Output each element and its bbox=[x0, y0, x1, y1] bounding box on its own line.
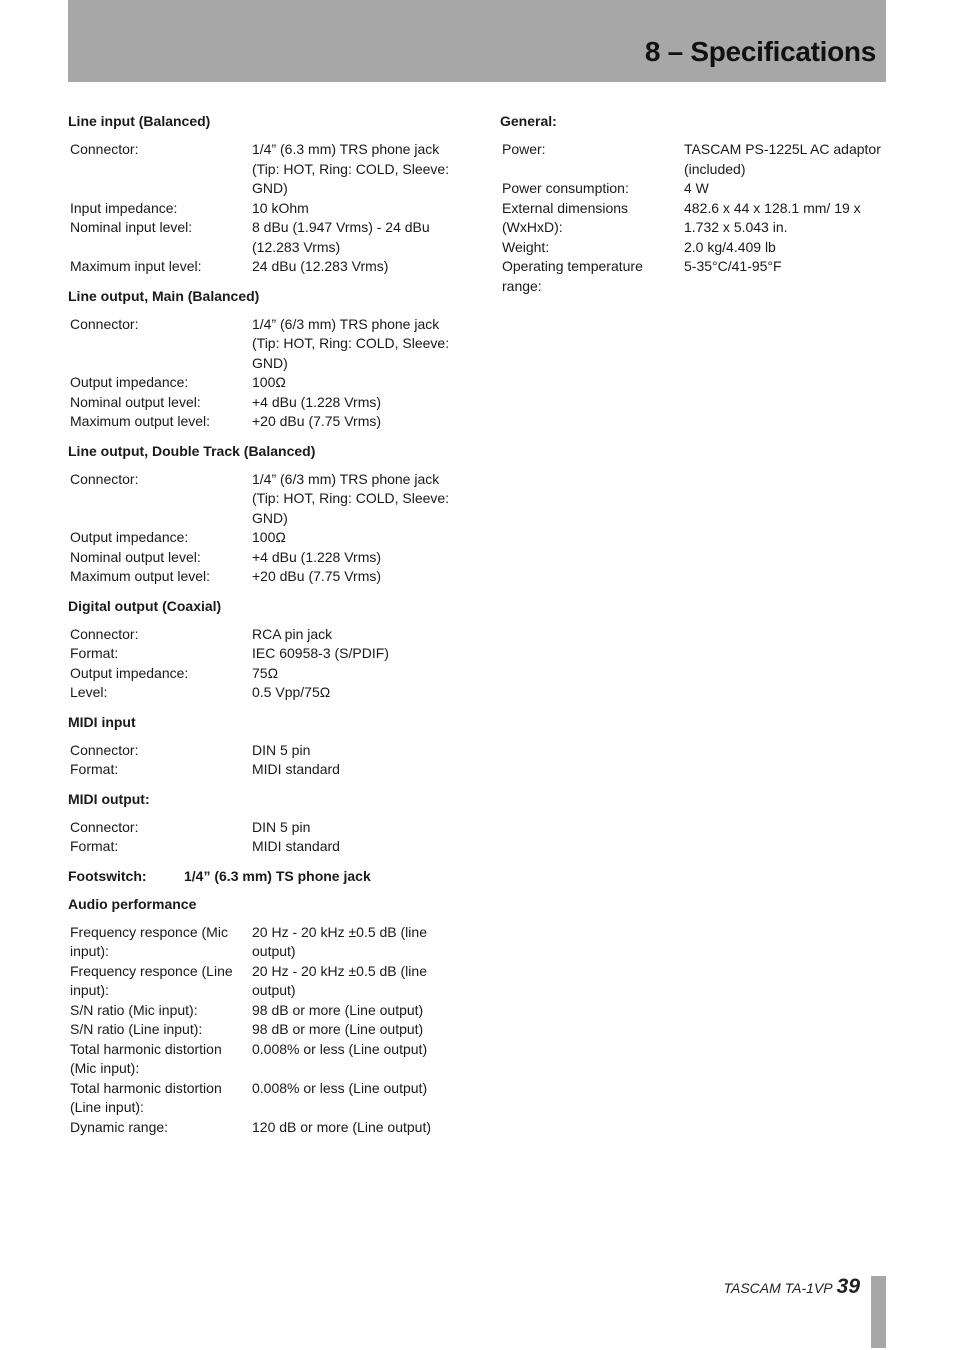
section-title: Digital output (Coaxial) bbox=[68, 597, 222, 614]
right-column bbox=[500, 112, 900, 306]
section-title: MIDI output: bbox=[68, 790, 150, 807]
spec-row bbox=[500, 257, 886, 296]
spec-value: 5-35°C/41-95°F bbox=[684, 258, 782, 274]
spec-table bbox=[68, 140, 454, 277]
spec-value: IEC 60958-3 (S/PDIF) bbox=[252, 645, 389, 661]
spec-label: External dimensions (WxHxD): bbox=[502, 199, 629, 235]
spec-row bbox=[68, 818, 454, 838]
spec-value: 8 dBu (1.947 Vrms) - 24 dBu (12.283 Vrms) bbox=[252, 219, 430, 255]
spec-value: 100Ω bbox=[252, 374, 286, 390]
spec-row bbox=[68, 373, 454, 393]
spec-label: Connector: bbox=[70, 470, 139, 487]
footswitch-row bbox=[68, 867, 468, 885]
spec-label: Connector: bbox=[70, 141, 139, 157]
spec-label: S/N ratio (Line input): bbox=[70, 1021, 203, 1037]
spec-value: RCA pin jack bbox=[252, 625, 333, 642]
spec-row bbox=[68, 741, 454, 761]
spec-row bbox=[68, 664, 454, 684]
spec-label: Operating temperature range: bbox=[502, 258, 643, 294]
spec-table bbox=[68, 923, 454, 1138]
spec-row bbox=[500, 199, 886, 238]
spec-label: Total harmonic distortion (Mic input): bbox=[70, 1040, 222, 1076]
spec-value: 10 kOhm bbox=[252, 199, 309, 216]
spec-label: Maximum output level: bbox=[70, 413, 211, 429]
spec-row bbox=[68, 528, 454, 548]
spec-label: Format: bbox=[70, 838, 119, 854]
page-title: 8 – Specifications bbox=[644, 36, 876, 67]
section-title: Line input (Balanced) bbox=[68, 113, 211, 129]
spec-value: MIDI standard bbox=[252, 838, 340, 854]
spec-value: 20 Hz - 20 kHz ±0.5 dB (line output) bbox=[252, 923, 427, 959]
section-title: Line output, Main (Balanced) bbox=[68, 287, 260, 304]
spec-row bbox=[68, 1118, 454, 1138]
spec-value: +4 dBu (1.228 Vrms) bbox=[252, 548, 382, 565]
spec-value: 24 dBu (12.283 Vrms) bbox=[252, 258, 389, 274]
footer-model: TASCAM TA-1VP bbox=[723, 1280, 833, 1296]
spec-label: Maximum output level: bbox=[70, 568, 211, 584]
spec-label: Maximum input level: bbox=[70, 258, 202, 274]
spec-label: Input impedance: bbox=[70, 199, 178, 216]
section-general bbox=[500, 112, 900, 296]
section-midi-output bbox=[68, 790, 468, 857]
spec-row bbox=[68, 1079, 454, 1118]
spec-value: 98 dB or more (Line output) bbox=[252, 1001, 424, 1018]
spec-label: Power: bbox=[502, 141, 546, 157]
footswitch-label: Footswitch: bbox=[68, 867, 147, 884]
spec-row bbox=[68, 548, 454, 568]
spec-label: Connector: bbox=[70, 315, 139, 332]
spec-table bbox=[500, 140, 886, 296]
section-midi-input bbox=[68, 713, 468, 780]
spec-table bbox=[68, 470, 454, 587]
spec-row bbox=[68, 837, 454, 857]
spec-value: 75Ω bbox=[252, 664, 279, 681]
spec-value: DIN 5 pin bbox=[252, 741, 311, 758]
section-title: Audio performance bbox=[68, 895, 197, 912]
section-title: MIDI input bbox=[68, 713, 136, 730]
left-column bbox=[68, 112, 468, 1147]
spec-label: Connector: bbox=[70, 741, 139, 758]
section-digital-output bbox=[68, 597, 468, 703]
spec-label: Frequency responce (Mic input): bbox=[70, 923, 228, 959]
spec-row bbox=[68, 1020, 454, 1040]
spec-value: 1/4” (6/3 mm) TRS phone jack (Tip: HOT, Ring: COLD, Sleeve: GND) bbox=[252, 315, 450, 371]
spec-value: 0.5 Vpp/75Ω bbox=[252, 684, 331, 700]
spec-row bbox=[68, 412, 454, 432]
footer-tab bbox=[871, 1276, 886, 1348]
spec-label: Connector: bbox=[70, 818, 139, 835]
section-audio-performance bbox=[68, 895, 468, 1138]
spec-row bbox=[68, 218, 454, 257]
spec-label: Connector: bbox=[70, 625, 139, 642]
spec-row bbox=[68, 470, 454, 529]
spec-row bbox=[68, 199, 454, 219]
spec-row bbox=[68, 315, 454, 374]
spec-row bbox=[500, 179, 886, 199]
spec-label: Output impedance: bbox=[70, 374, 189, 390]
spec-label: Dynamic range: bbox=[70, 1118, 169, 1135]
spec-row bbox=[68, 567, 454, 587]
spec-value: 0.008% or less (Line output) bbox=[252, 1040, 428, 1057]
spec-table bbox=[68, 741, 454, 780]
spec-row bbox=[68, 683, 454, 703]
spec-table bbox=[68, 315, 454, 432]
footswitch-value: 1/4” (6.3 mm) TS phone jack bbox=[184, 867, 371, 884]
spec-value: TASCAM PS-1225L AC adaptor (included) bbox=[684, 141, 881, 177]
spec-label: Nominal input level: bbox=[70, 219, 193, 235]
spec-row bbox=[68, 760, 454, 780]
spec-label: Output impedance: bbox=[70, 664, 189, 681]
spec-row bbox=[68, 1001, 454, 1021]
spec-label: Power consumption: bbox=[502, 180, 629, 196]
spec-row bbox=[68, 644, 454, 664]
spec-label: S/N ratio (Mic input): bbox=[70, 1001, 198, 1018]
spec-row bbox=[68, 1040, 454, 1079]
spec-label: Total harmonic distortion (Line input): bbox=[70, 1079, 222, 1115]
spec-value: +20 dBu (7.75 Vrms) bbox=[252, 413, 382, 429]
page-number: 39 bbox=[836, 1275, 860, 1298]
spec-value: +4 dBu (1.228 Vrms) bbox=[252, 393, 382, 410]
spec-label: Nominal output level: bbox=[70, 393, 201, 410]
spec-row bbox=[500, 238, 886, 258]
spec-row bbox=[68, 923, 454, 962]
spec-value: 4 W bbox=[684, 180, 709, 196]
spec-value: 120 dB or more (Line output) bbox=[252, 1118, 431, 1135]
section-title: General: bbox=[500, 113, 557, 129]
spec-table bbox=[68, 625, 454, 703]
spec-label: Nominal output level: bbox=[70, 548, 201, 565]
section-line-output-main bbox=[68, 287, 468, 432]
spec-label: Level: bbox=[70, 684, 108, 700]
spec-value: 0.008% or less (Line output) bbox=[252, 1079, 428, 1096]
spec-value: 1/4” (6.3 mm) TRS phone jack (Tip: HOT, Ring: COLD, Sleeve: GND) bbox=[252, 141, 450, 196]
spec-row bbox=[68, 140, 454, 199]
spec-label: Frequency responce (Line input): bbox=[70, 962, 233, 998]
spec-label: Weight: bbox=[502, 238, 550, 255]
spec-row bbox=[68, 257, 454, 277]
spec-value: 98 dB or more (Line output) bbox=[252, 1021, 424, 1037]
header-bar bbox=[68, 0, 886, 82]
section-line-input bbox=[68, 112, 468, 277]
spec-table bbox=[68, 818, 454, 857]
page-footer bbox=[723, 1275, 860, 1299]
spec-row bbox=[68, 962, 454, 1001]
spec-value: MIDI standard bbox=[252, 761, 340, 777]
section-title: Line output, Double Track (Balanced) bbox=[68, 442, 316, 459]
spec-value: 2.0 kg/4.409 lb bbox=[684, 238, 776, 255]
spec-value: 20 Hz - 20 kHz ±0.5 dB (line output) bbox=[252, 962, 427, 998]
spec-label: Output impedance: bbox=[70, 529, 189, 545]
section-line-output-double-track bbox=[68, 442, 468, 587]
spec-label: Format: bbox=[70, 761, 119, 777]
spec-value: +20 dBu (7.75 Vrms) bbox=[252, 568, 382, 584]
spec-label: Format: bbox=[70, 645, 119, 661]
spec-row bbox=[68, 393, 454, 413]
spec-row bbox=[500, 140, 886, 179]
spec-row bbox=[68, 625, 454, 645]
spec-value: DIN 5 pin bbox=[252, 818, 311, 835]
spec-value: 482.6 x 44 x 128.1 mm/ 19 x 1.732 x 5.043 in. bbox=[684, 199, 861, 235]
spec-value: 1/4” (6/3 mm) TRS phone jack (Tip: HOT, Ring: COLD, Sleeve: GND) bbox=[252, 470, 450, 526]
spec-value: 100Ω bbox=[252, 529, 286, 545]
